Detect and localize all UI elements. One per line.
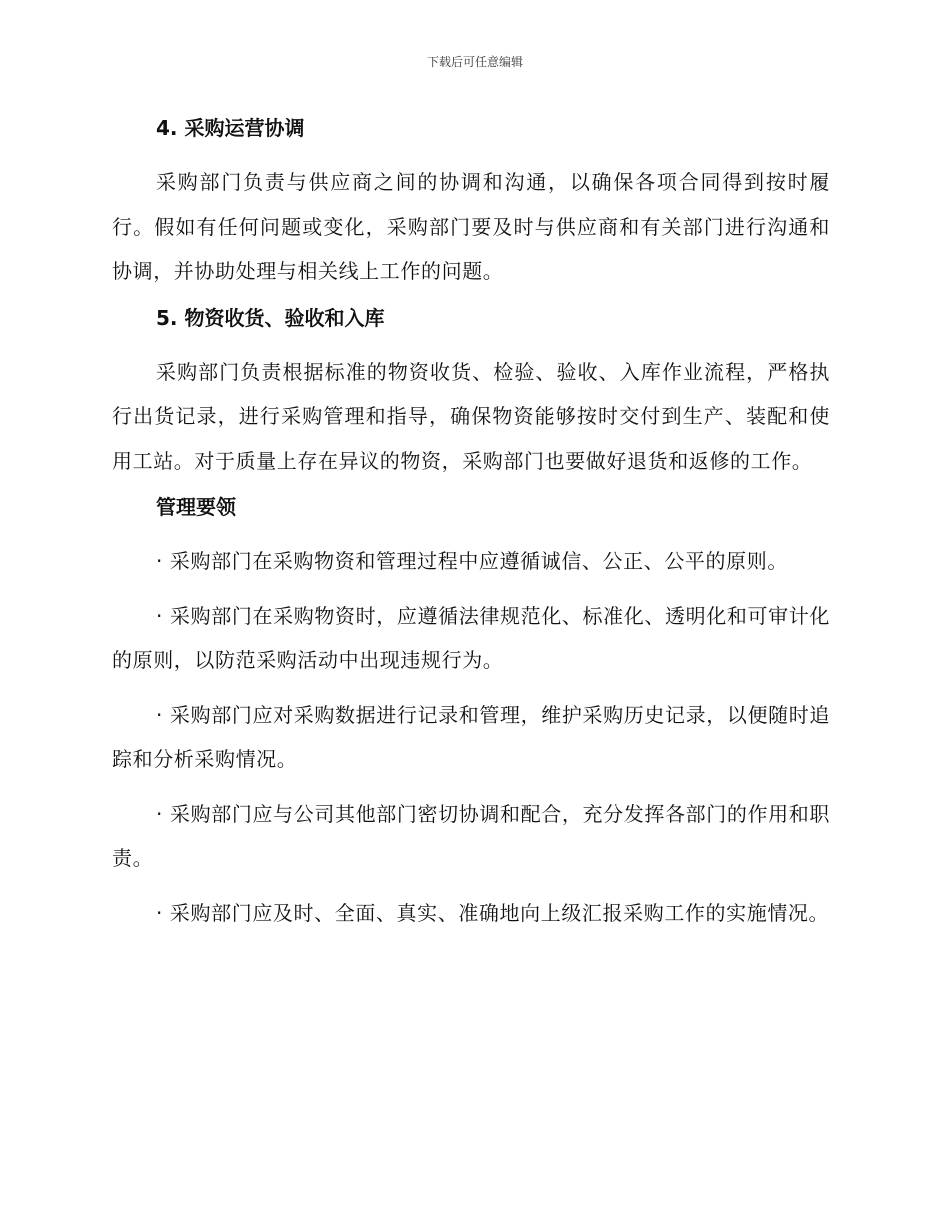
principle-item: · 采购部门应及时、全面、真实、准确地向上级汇报采购工作的实施情况。 xyxy=(156,900,830,925)
principle-item: · 采购部门应与公司其他部门密切协调和配合，充分发挥各部门的作用和职责。 xyxy=(112,801,830,870)
document-body xyxy=(112,110,830,945)
principle-item: · 采购部门应对采购数据进行记录和管理，维护采购历史记录，以便随时追踪和分析采购情况。 xyxy=(112,702,830,771)
principles-heading: 管理要领 xyxy=(156,495,236,519)
section-heading: 5. 物资收货、验收和入库 xyxy=(156,305,385,330)
section-procurement-coordination xyxy=(112,110,830,294)
page-header: 下载后可任意编辑 xyxy=(426,55,523,69)
section-paragraph: 采购部门负责与供应商之间的协调和沟通，以确保各项合同得到按时履行。假如有任何问题或变化，采购部门要及时与供应商和有关部门进行沟通和协调，并协助处理与相关线上工作的问题。 xyxy=(112,170,830,283)
section-heading: 4. 采购运营协调 xyxy=(156,116,305,140)
section-paragraph: 采购部门负责根据标准的物资收货、检验、验收、入库作业流程，严格执行出货记录，进行采购管理和指导，确保物资能够按时交付到生产、装配和使用工站。对于质量上存在异议的物资，采购部门也要做好退货和返修的工作。 xyxy=(112,359,830,473)
section-receiving-inspection xyxy=(112,300,830,484)
principle-item: · 采购部门在采购物资时，应遵循法律规范化、标准化、透明化和可审计化的原则，以防范采购活动中出现违规行为。 xyxy=(112,603,830,672)
principle-item: · 采购部门在采购物资和管理过程中应遵循诚信、公正、公平的原则。 xyxy=(156,549,788,573)
section-management-principles xyxy=(112,489,830,935)
